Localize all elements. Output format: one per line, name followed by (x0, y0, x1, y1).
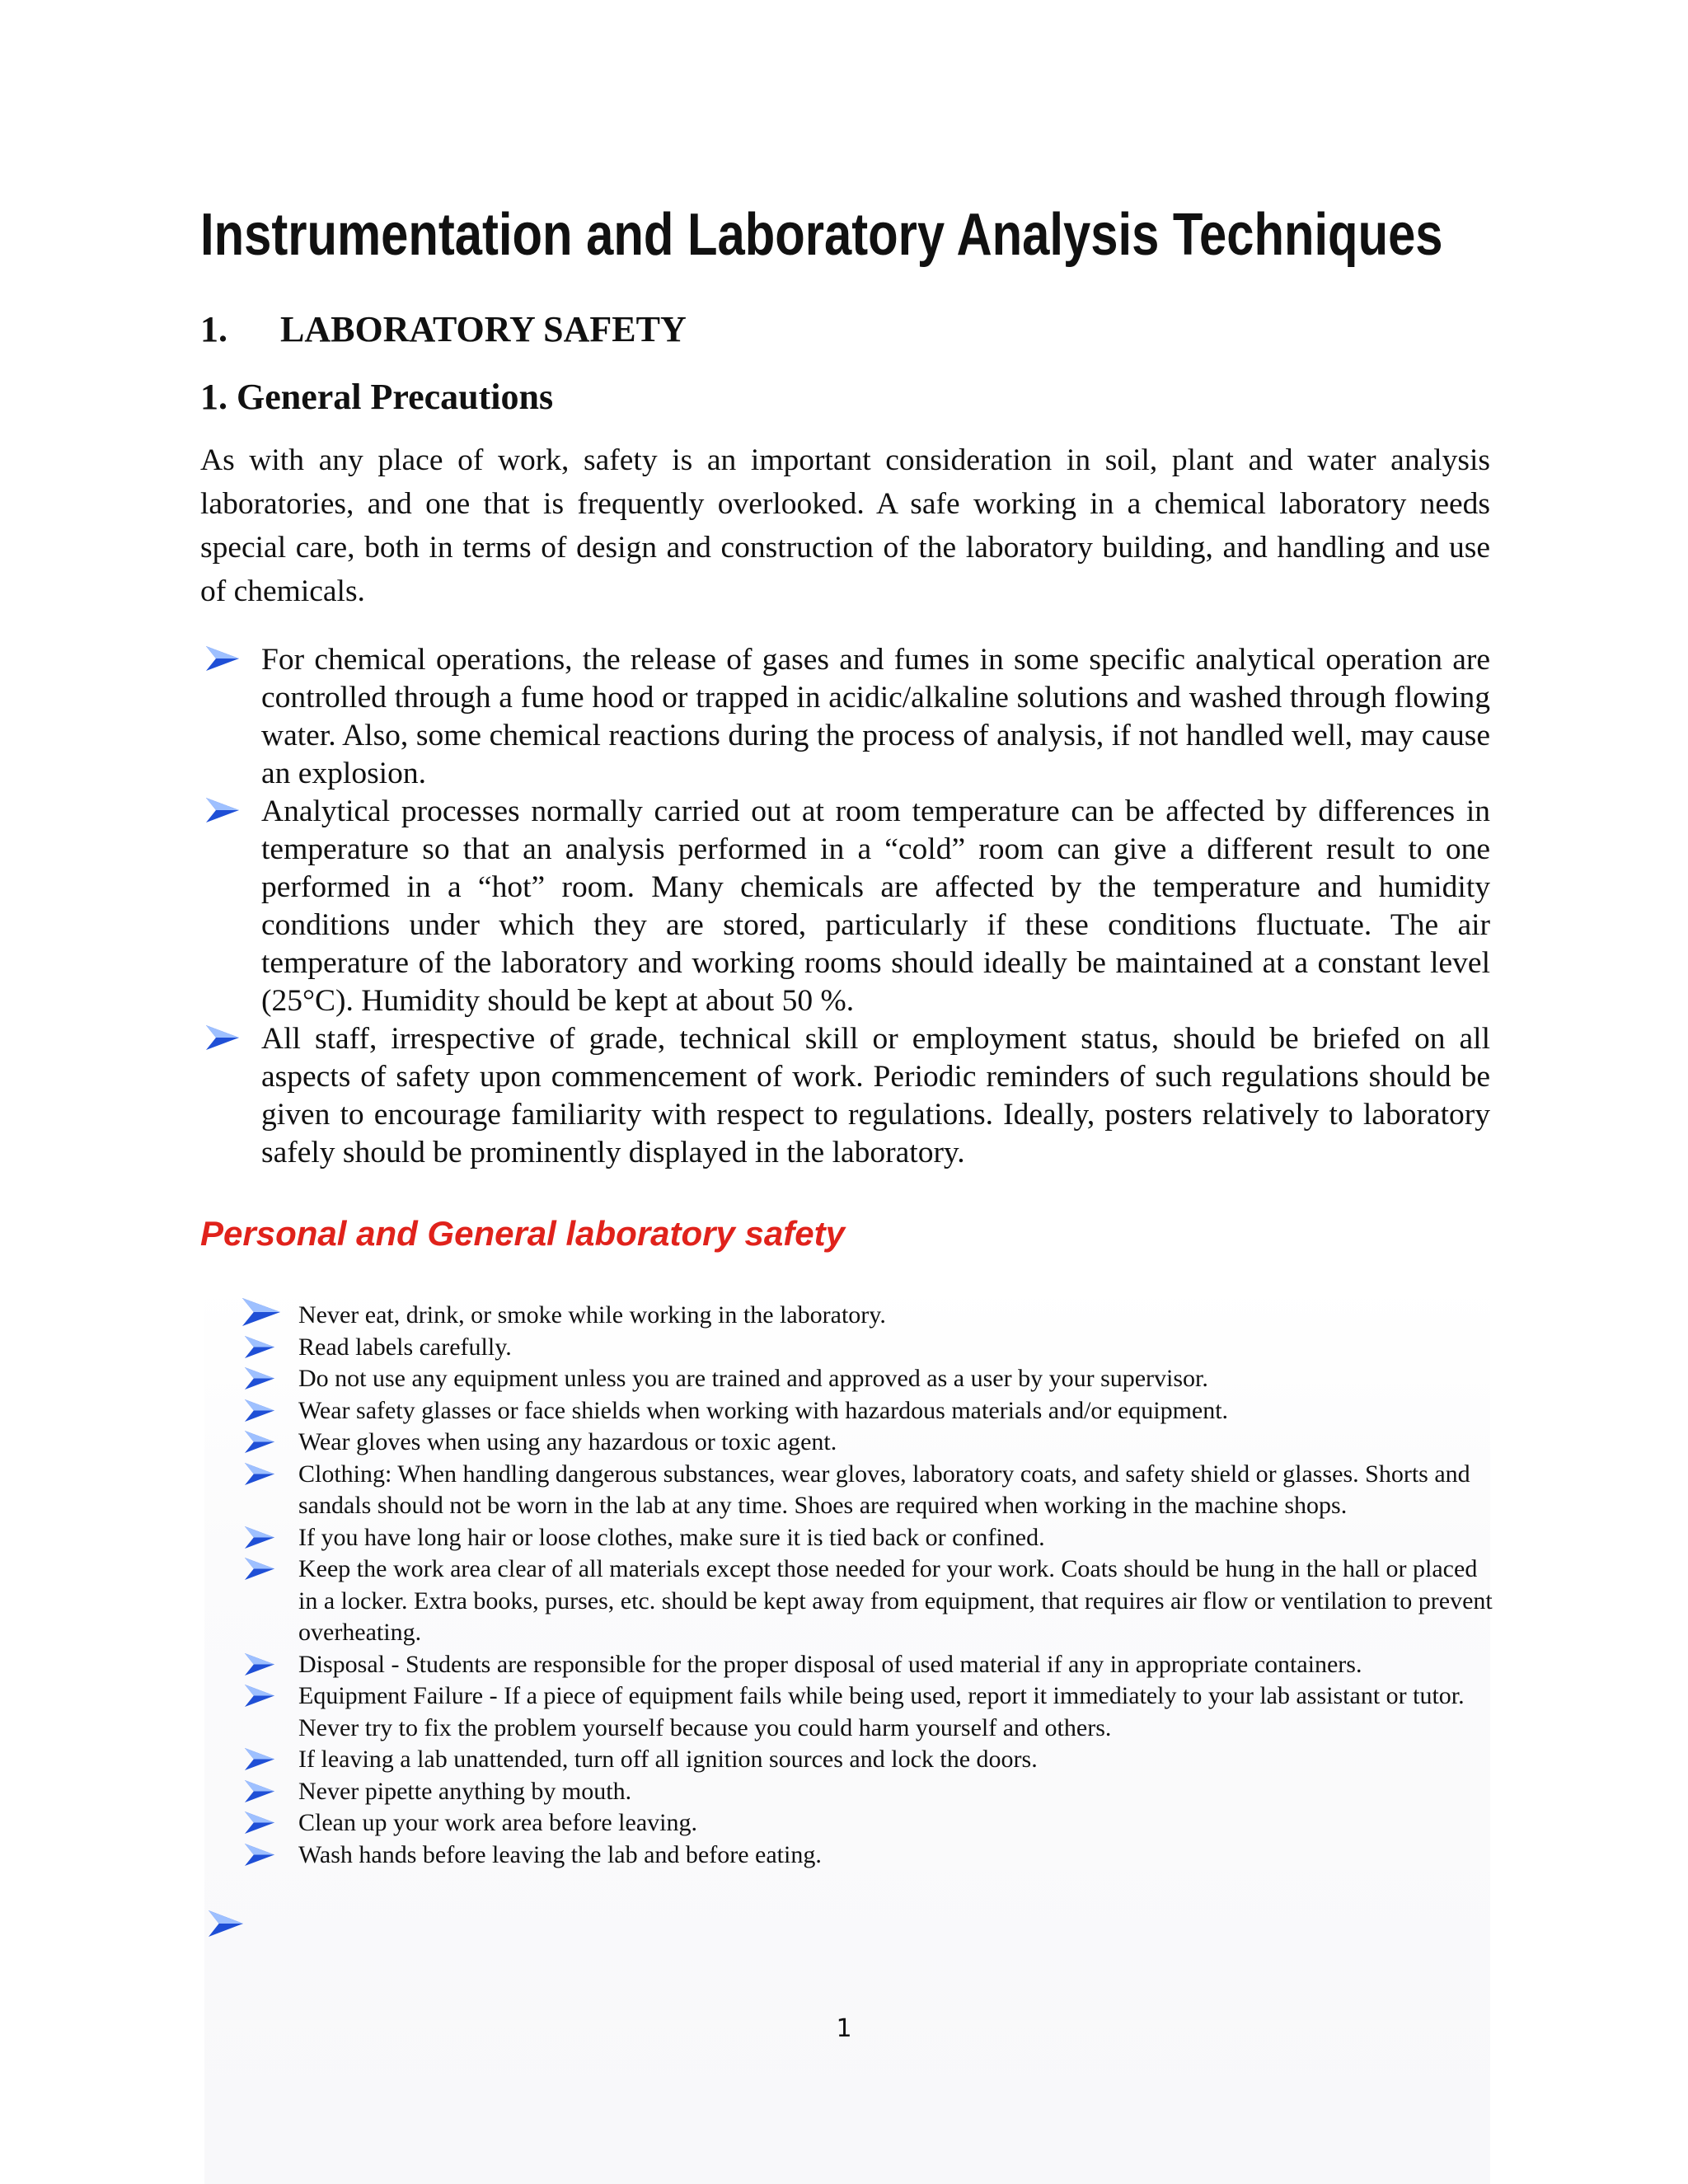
personal-safety-list (245, 1300, 1498, 1871)
list-item-text: If leaving a lab unattended, turn off all ignition sources and lock the doors. (298, 1746, 1038, 1773)
list-item (245, 1522, 1498, 1554)
list-item (245, 1744, 1498, 1776)
section-title: LABORATORY SAFETY (280, 309, 687, 349)
list-item (206, 641, 1490, 793)
arrow-bullet-icon (245, 1526, 274, 1549)
list-item-text: Wash hands before leaving the lab and before eating. (298, 1840, 822, 1868)
arrow-bullet-icon (245, 1653, 274, 1675)
list-item (245, 1649, 1498, 1681)
list-item (245, 1554, 1498, 1649)
arrow-bullet-icon (245, 1558, 274, 1580)
document-title: Instrumentation and Laboratory Analysis Techniques (200, 202, 1443, 268)
list-item (245, 1807, 1498, 1840)
arrow-bullet-icon (242, 1298, 280, 1326)
list-item (245, 1300, 1498, 1332)
general-precautions-list (206, 641, 1490, 1172)
arrow-bullet-icon (209, 1910, 243, 1937)
list-item-text: If you have long hair or loose clothes, make sure it is tied back or confined. (298, 1523, 1045, 1551)
arrow-bullet-icon (245, 1844, 274, 1866)
list-item (206, 1020, 1490, 1172)
arrow-bullet-icon (245, 1685, 274, 1707)
arrow-bullet-icon (245, 1748, 274, 1770)
list-item-text: Equipment Failure - If a piece of equipment fails while being used, report it immediately to your lab assistant or tutor. Never try to fix the problem yourself because you could harm yourself and others. (298, 1682, 1465, 1741)
arrow-bullet-icon (245, 1367, 274, 1390)
arrow-bullet-icon (245, 1463, 274, 1485)
list-item (245, 1363, 1498, 1395)
section-number: 1. (200, 309, 227, 349)
list-item-text: Analytical processes normally carried out at room temperature can be affected by differences in temperature so that an analysis performed in a “cold” room can give a different result to one performed in a “hot” room. Many chemicals are affected by the temperature and humidity conditions under which they are stored, particularly if these conditions fluctuate. The air temperature of the laboratory and working rooms should ideally be maintained at a constant level (25°C). Humidity should be kept at about 50 %. (261, 794, 1490, 1018)
list-item (245, 1332, 1498, 1364)
arrow-bullet-icon (245, 1336, 274, 1358)
list-item-text: Never pipette anything by mouth. (298, 1777, 632, 1805)
list-item-text: Clothing: When handling dangerous substances, wear gloves, laboratory coats, and safety shield or glasses. Shorts and sandals should not be worn in the lab at any time. Shoes are required when working in the machine shops. (298, 1460, 1470, 1519)
list-item-text: For chemical operations, the release of gases and fumes in some specific analytical operation are controlled through a fume hood or trapped in acidic/alkaline solutions and washed through flowing water. Also, some chemical reactions during the process of analysis, if not handled well, may cause an explosion. (261, 643, 1490, 790)
list-item-text: Keep the work area clear of all materials except those needed for your work. Coats should be hung in the hall or placed in a locker. Extra books, purses, etc. should be kept away from equipment, that requires air flow or ventilation to prevent overheating. (298, 1555, 1493, 1646)
page-number: 1 (836, 2014, 852, 2043)
list-item (245, 1395, 1498, 1427)
list-item (245, 1459, 1498, 1522)
section-heading (200, 307, 687, 353)
list-item-text: All staff, irrespective of grade, technical skill or employment status, should be briefed on all aspects of safety upon commencement of work. Periodic reminders of such regulations should be given to encourage familiarity with respect to regulations. Ideally, posters relatively to laboratory safely should be prominently displayed in the laboratory. (261, 1022, 1490, 1169)
arrow-bullet-icon (206, 646, 239, 671)
subsection-heading: 1. General Precautions (200, 377, 554, 417)
list-item (245, 1427, 1498, 1459)
arrow-bullet-icon (206, 798, 239, 823)
list-item-text: Never eat, drink, or smoke while working in the laboratory. (298, 1301, 886, 1329)
list-item (206, 793, 1490, 1020)
arrow-bullet-icon (245, 1399, 274, 1422)
arrow-bullet-icon (245, 1811, 274, 1834)
list-item-text: Clean up your work area before leaving. (298, 1809, 697, 1836)
arrow-bullet-icon (245, 1431, 274, 1453)
list-item-text: Wear gloves when using any hazardous or toxic agent. (298, 1428, 837, 1455)
list-item (245, 1776, 1498, 1808)
list-item-text: Disposal - Students are responsible for the proper disposal of used material if any in appropriate containers. (298, 1650, 1362, 1678)
list-item (245, 1680, 1498, 1744)
list-item-text: Wear safety glasses or face shields when working with hazardous materials and/or equipment. (298, 1396, 1229, 1424)
list-item (245, 1840, 1498, 1872)
personal-safety-heading: Personal and General laboratory safety (200, 1214, 845, 1253)
list-item-text: Do not use any equipment unless you are trained and approved as a user by your supervisor. (298, 1365, 1208, 1392)
arrow-bullet-icon (206, 1025, 239, 1050)
arrow-bullet-icon (245, 1780, 274, 1802)
list-item-text: Read labels carefully. (298, 1333, 512, 1361)
intro-paragraph: As with any place of work, safety is an important consideration in soil, plant and water analysis laboratories, and one that is frequently overlooked. A safe working in a chemical laboratory needs special care, both in terms of design and construction of the laboratory building, and handling and use of chemicals. (200, 443, 1490, 608)
